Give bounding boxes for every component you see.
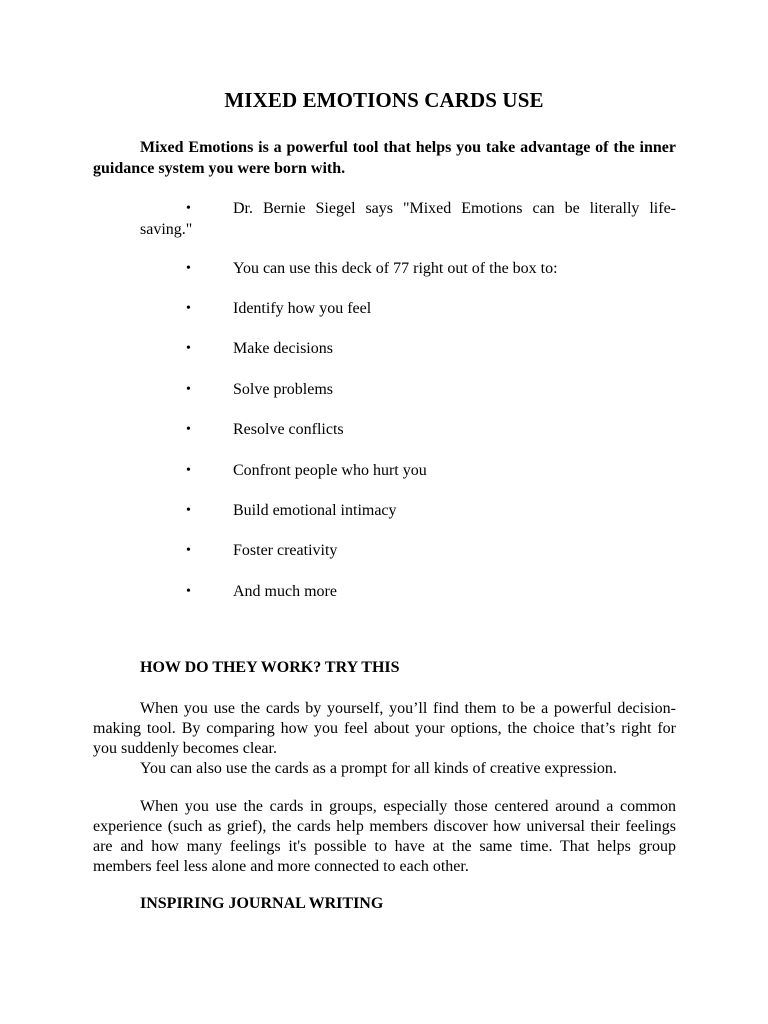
bullet-item-quote (93, 198, 676, 240)
bullet-item (93, 419, 676, 440)
bullet-icon: • (186, 543, 191, 558)
bullet-item (93, 379, 676, 400)
section-heading-journal-writing: INSPIRING JOURNAL WRITING (140, 895, 384, 912)
intro-paragraph: Mixed Emotions is a powerful tool that helps you take advantage of the inner guidance system you were born with. (93, 139, 676, 177)
bullet-text: You can use this deck of 77 right out of the box to: (233, 260, 558, 277)
bullet-text: Make decisions (233, 340, 333, 357)
bullet-icon: • (186, 584, 191, 599)
bullet-text: Foster creativity (233, 542, 338, 559)
bullet-text: Identify how you feel (233, 300, 372, 317)
bullet-icon: • (186, 422, 191, 437)
bullet-icon: • (186, 503, 191, 518)
bullet-text: Solve problems (233, 381, 333, 398)
bullet-quote-line1: Dr. Bernie Siegel says "Mixed Emotions can be literally life- (233, 200, 676, 217)
bullet-item (93, 500, 676, 521)
bullet-text: Build emotional intimacy (233, 502, 397, 519)
bullet-text: And much more (233, 583, 337, 600)
paragraph-creative-expression: You can also use the cards as a prompt for all kinds of creative expression. (140, 760, 617, 777)
bullet-icon: • (186, 201, 191, 216)
page-title: MIXED EMOTIONS CARDS USE (224, 88, 544, 112)
bullet-icon: • (186, 261, 191, 276)
bullet-item (93, 298, 676, 319)
bullet-item (93, 258, 676, 279)
section-heading-how-they-work: HOW DO THEY WORK? TRY THIS (140, 659, 400, 676)
bullet-item (93, 460, 676, 481)
bullet-item (93, 581, 676, 602)
bullet-text: Resolve conflicts (233, 421, 344, 438)
bullet-item (93, 338, 676, 359)
bullet-quote-line2: saving." (140, 221, 193, 238)
paragraph-groups: When you use the cards in groups, especially those centered around a common experience (such as grief), the cards help members discover how universal their feelings are and how many feelings it's possible to have at the same time. That helps group members feel less alone and more connected to each other. (93, 798, 676, 875)
bullet-icon: • (186, 382, 191, 397)
bullet-item (93, 540, 676, 561)
bullet-icon: • (186, 463, 191, 478)
paragraph-by-yourself: When you use the cards by yourself, you’ll find them to be a powerful decision-making tool. By comparing how you feel about your options, the choice that’s right for you suddenly becomes clear. (93, 700, 676, 757)
bullet-icon: • (186, 341, 191, 356)
bullet-text: Confront people who hurt you (233, 462, 427, 479)
bullet-icon: • (186, 301, 191, 316)
